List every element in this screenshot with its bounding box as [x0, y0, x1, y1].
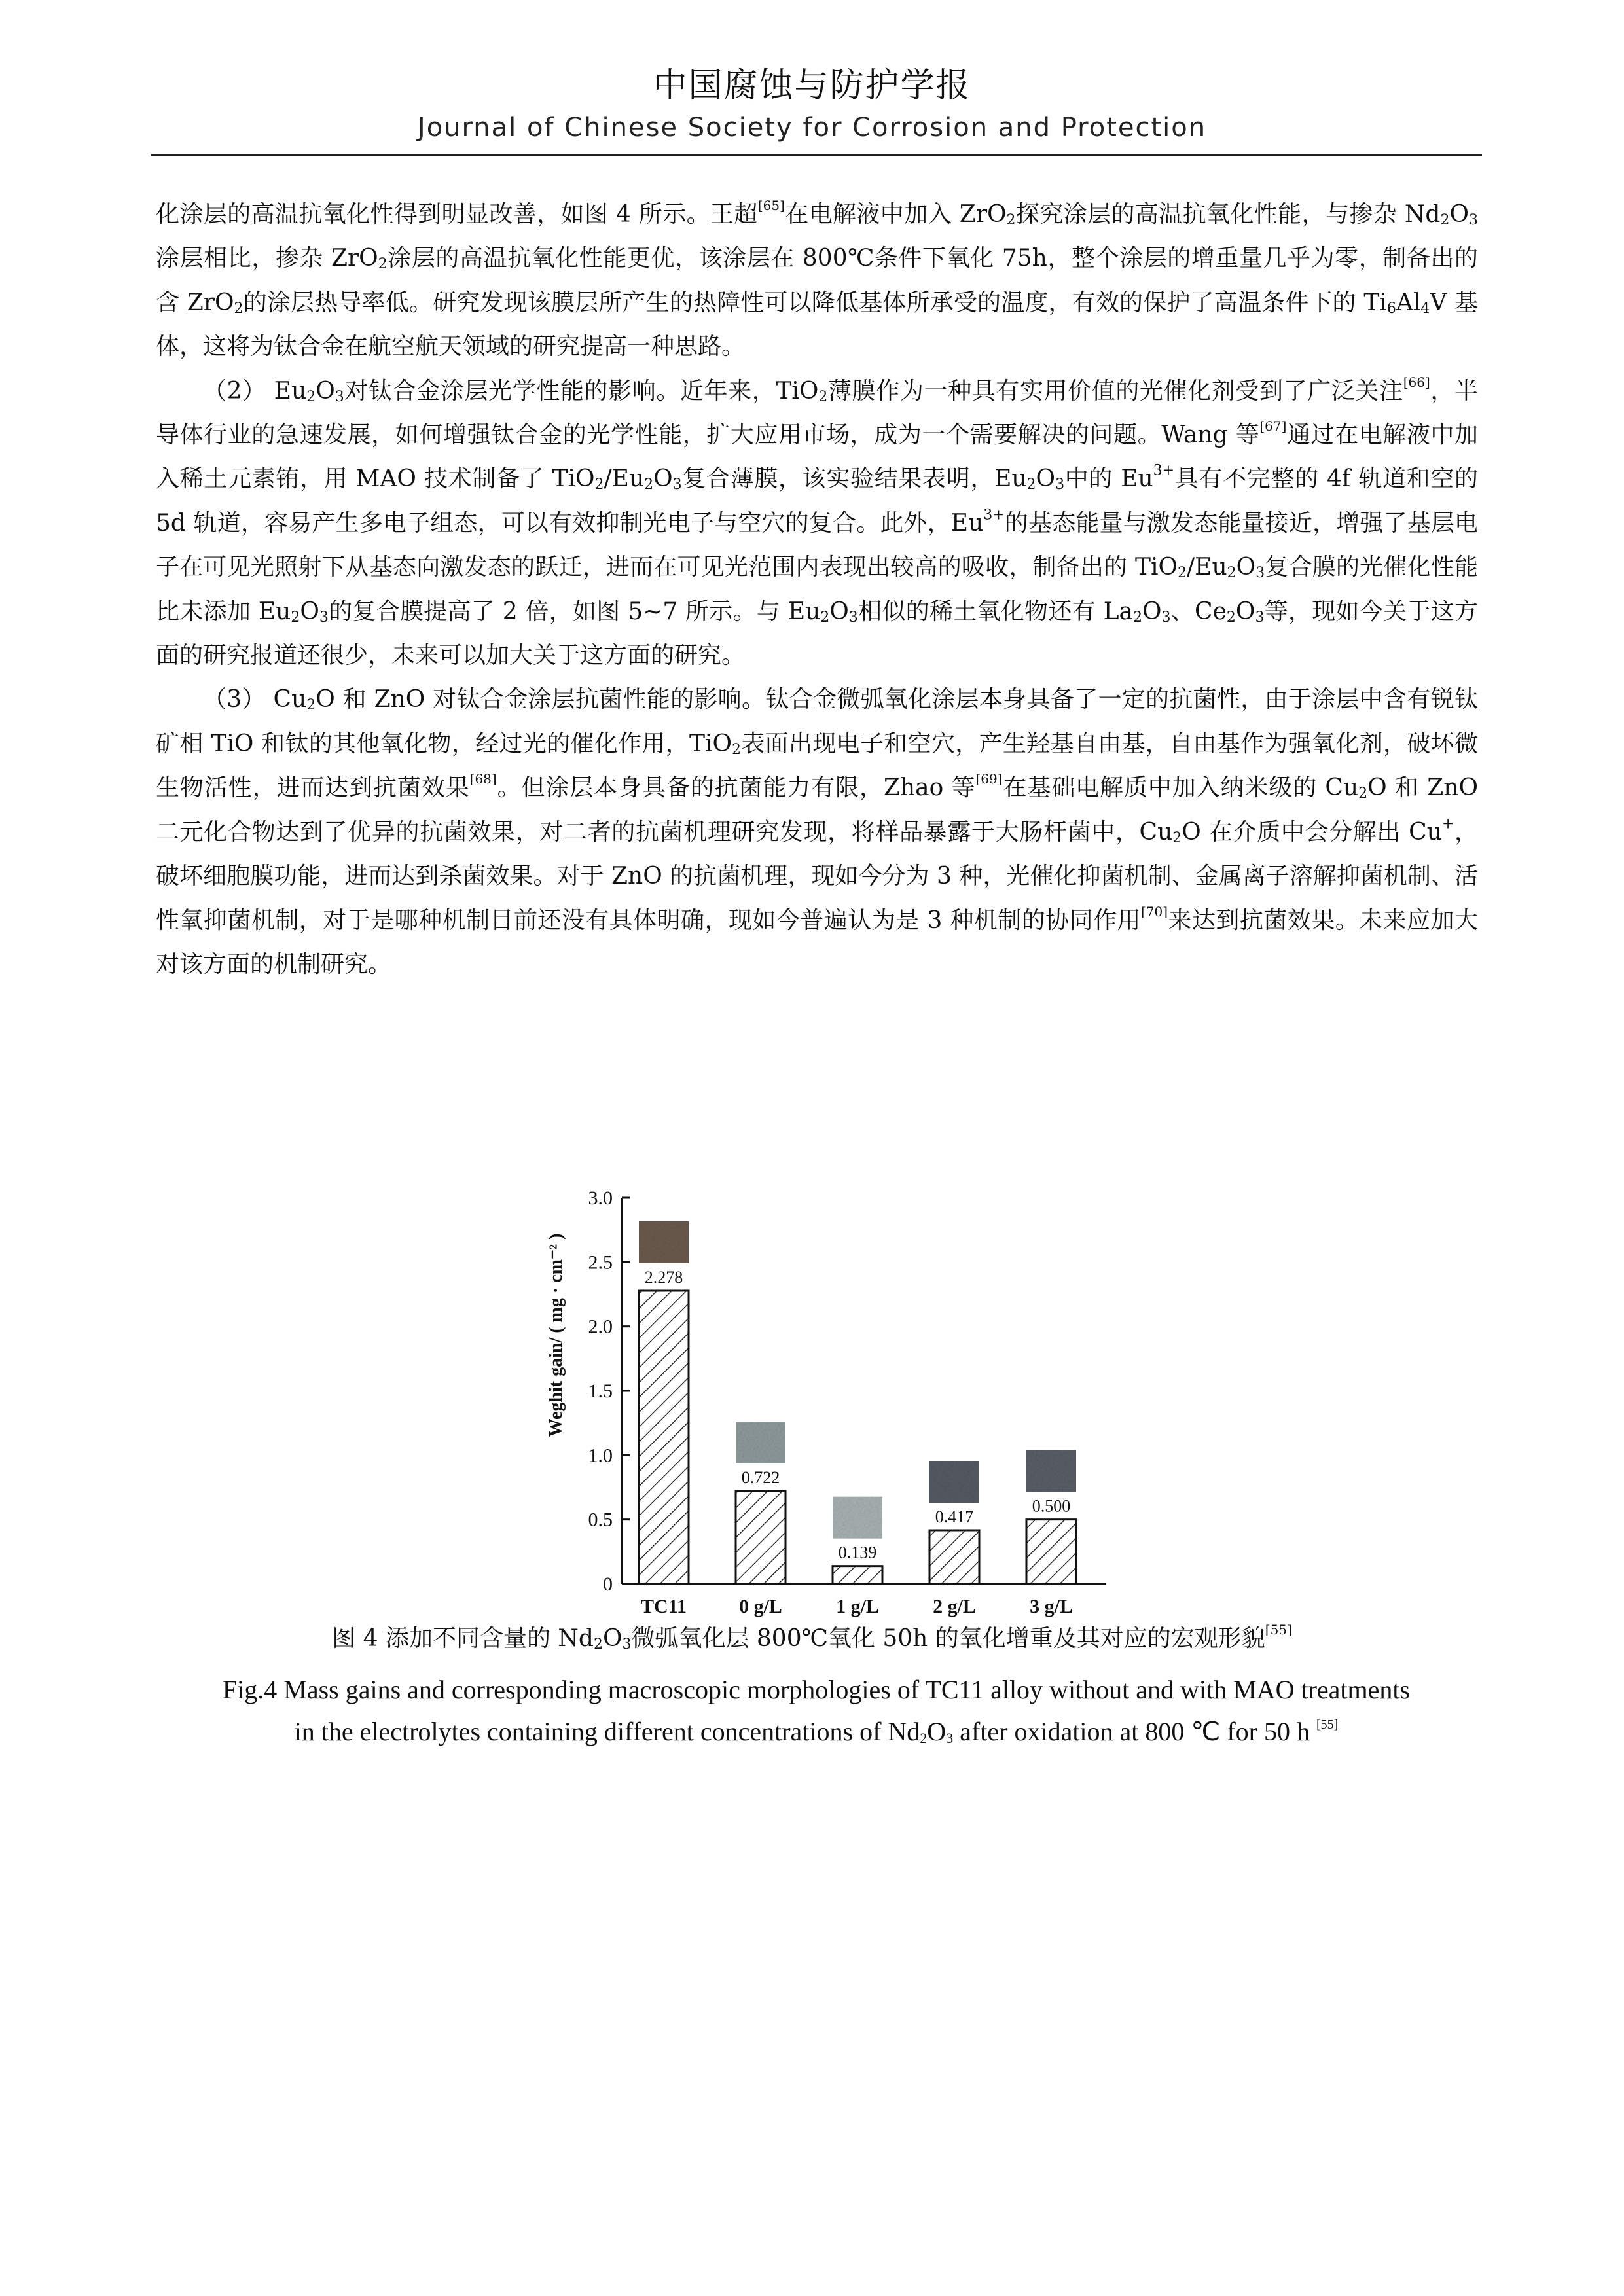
- bar-0-g-l: [736, 1491, 785, 1584]
- chart-bars: [639, 1221, 1076, 1617]
- citation[interactable]: [66]: [1403, 374, 1430, 390]
- data-label: 2.278: [644, 1267, 683, 1287]
- x-tick-label: 1 g/L: [836, 1596, 879, 1617]
- citation[interactable]: [55]: [1316, 1717, 1339, 1732]
- x-tick-label: TC11: [640, 1596, 687, 1617]
- data-label: 0.722: [741, 1468, 780, 1488]
- y-tick-label: 1.5: [588, 1380, 613, 1402]
- data-label: 0.417: [935, 1507, 974, 1526]
- paragraph-3: （3） $Cu_2O$ 和 ZnO 对钛合金涂层抗菌性能的影响。钛合金微弧氧化涂层本身具备了一定的抗菌性，由于涂层中含有锐钛矿相 TiO 和钛的其他氧化物，经过光的催化作用，TiO$_2$表面出现电子和空穴，产生羟基自由基，自由基作为强氧化剂，破坏微生物活性，进而达到抗菌效果[68]。但涂层本身具备的抗菌能力有限，Zhao 等[69]在基础电解质中加入纳米级的 $Cu_2O$ 和 ZnO 二元化合物达到了优异的抗菌效果，对二者的抗菌机理研究发现，将样品暴露于大肠杆菌中，$Cu_2O$ 在介质中会分解出 Cu+，破坏细胞膜功能，进而达到杀菌效果。对于 ZnO 的抗菌机理，现如今分为 3 种，光催化抑菌机制、金属离子溶解抑菌机制、活性氧抑菌机制，对于是哪种机制目前还没有具体明确，现如今普遍认为是 3 种机制的协同作用[70]来达到抗菌效果。未来应加大对该方面的机制研究。: [156, 686, 1478, 978]
- data-label: 0.500: [1032, 1496, 1071, 1516]
- y-tick-label: 2.5: [588, 1251, 613, 1274]
- figure-caption-zh: 图 4 添加不同含量的 $Nd_2O_3$微弧氧化层 800℃氧化 50h 的氧化增重及其对应的宏观形貌[55]: [332, 1622, 1292, 1653]
- y-tick-label: 0.5: [588, 1509, 613, 1531]
- paragraph-1: 化涂层的高温抗氧化性得到明显改善，如图 4 所示。王超[65]在电解液中加入 ZrO$_2$探究涂层的高温抗氧化性能，与掺杂 $Nd_2O_3$涂层相比，掺杂 ZrO$_2$涂层的高温抗氧化性能更优，该涂层在 800℃条件下氧化 75h，整个涂层的增重量几乎为零，制备出的含 ZrO$_2$的涂层热导率低。研究发现该膜层所产生的热障性可以降低基体所承受的温度，有效的保护了高温条件下的 $Ti_6Al_4V$ 基体，这将为钛合金在航空航天领域的研究提高一种思路。: [156, 198, 1478, 361]
- morphology-photo: [736, 1422, 785, 1463]
- y-tick-label: 2.0: [588, 1316, 613, 1338]
- bar-2-g-l: [929, 1530, 979, 1584]
- journal-title-zh: 中国腐蚀与防护学报: [653, 66, 971, 105]
- y-tick-label: 1.0: [588, 1444, 613, 1467]
- morphology-photo: [833, 1497, 882, 1539]
- figure-caption-en: Fig.4 Mass gains and corresponding macroscopic morphologies of TC11 alloy without and with MAO treatments in the electrolytes containing different concentrations of $Nd_2O_3$ after oxidation at 800 ℃ for 50 h [55]: [222, 1675, 1411, 1746]
- y-tick-label: 3.0: [588, 1187, 613, 1209]
- x-tick-label: 2 g/L: [933, 1596, 976, 1617]
- morphology-photo: [929, 1461, 979, 1503]
- x-tick-label: 0 g/L: [739, 1596, 782, 1617]
- paragraph-2: （2） $Eu_2O_3$对钛合金涂层光学性能的影响。近年来，TiO$_2$薄膜作为一种具有实用价值的光催化剂受到了广泛关注[66]，半导体行业的急速发展，如何增强钛合金的光学性能，扩大应用市场，成为一个需要解决的问题。Wang 等[67]通过在电解液中加入稀土元素铕，用 MAO 技术制备了 $TiO_2/Eu_2O_3$复合薄膜，该实验结果表明，$Eu_2O_3$中的 $Eu^{3+}$具有不完整的 4f 轨道和空的 5d 轨道，容易产生多电子组态，可以有效抑制光电子与空穴的复合。此外，$Eu^{3+}$的基态能量与激发态能量接近，增强了基层电子在可见光照射下从基态向激发态的跃迁，进而在可见光范围内表现出较高的吸收，制备出的 $TiO_2/Eu_2O_3$复合膜的光催化性能比未添加 $Eu_2O_3$的复合膜提高了 2 倍，如图 5~7 所示。与 $Eu_2O_3$相似的稀土氧化物还有 $La_2O_3$、$Ce_2O_3$等，现如今关于这方面的研究报道还很少，未来可以加大关于这方面的研究。: [156, 374, 1478, 670]
- bar-3-g-l: [1026, 1520, 1076, 1584]
- weight-gain-chart: [524, 1172, 1113, 1617]
- header-rule: [151, 154, 1482, 156]
- bar-tc11: [639, 1291, 689, 1584]
- data-label: 0.139: [838, 1543, 877, 1562]
- morphology-photo: [1026, 1450, 1076, 1492]
- citation[interactable]: [55]: [1265, 1622, 1292, 1638]
- x-tick-label: 3 g/L: [1030, 1596, 1073, 1617]
- y-tick-label: 0: [603, 1573, 613, 1595]
- citation[interactable]: [69]: [975, 771, 1003, 787]
- bar-1-g-l: [833, 1566, 882, 1584]
- citation[interactable]: [68]: [469, 771, 497, 787]
- citation[interactable]: [65]: [757, 198, 785, 213]
- journal-title-en: Journal of Chinese Society for Corrosion and Protection: [417, 113, 1207, 143]
- y-axis-label: Weghit gain/ ( mg · cm⁻² ): [546, 1233, 566, 1437]
- citation[interactable]: [70]: [1140, 903, 1168, 920]
- article-body: [156, 192, 1478, 986]
- citation[interactable]: [67]: [1259, 418, 1287, 435]
- morphology-photo: [639, 1221, 689, 1263]
